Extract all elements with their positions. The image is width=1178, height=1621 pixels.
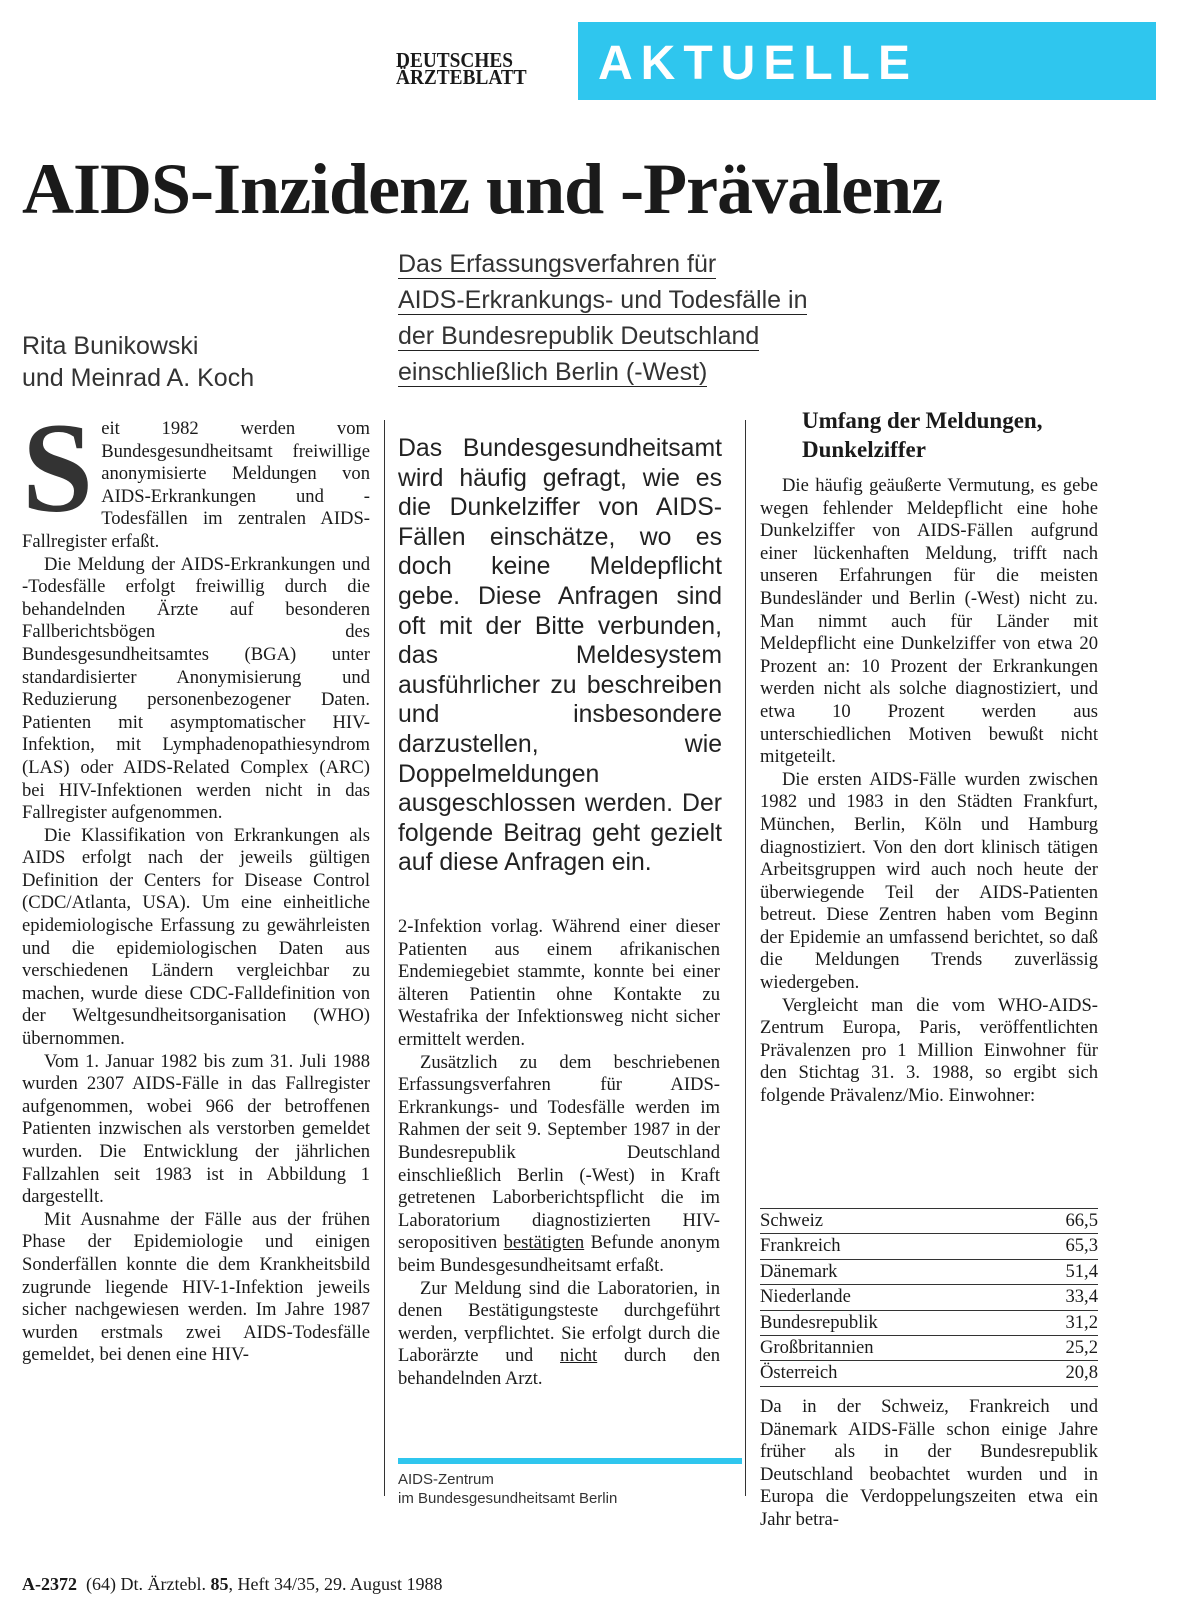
article-title: AIDS-Inzidenz und -Prävalenz: [22, 149, 943, 229]
subtitle-line-4: einschließlich Berlin (-West): [398, 358, 708, 386]
affiliation-line-1: AIDS-Zentrum: [398, 1471, 494, 1488]
citation-text: (64) Dt. Ärztebl.: [77, 1574, 211, 1594]
paragraph: 2-Infektion vorlag. Während einer dieser Patienten aus einem afrikanischen Endemiegebiet stammte, konnte bei einer älteren Patientin ohne Kontakte zu Westafrika der Infektionsweg nicht sicher ermittelt werden.: [398, 916, 720, 1050]
affiliation-rule: [398, 1458, 742, 1464]
page-footer: [22, 1574, 442, 1595]
paragraph: Die Klassifikation von Erkrankungen als AIDS erfolgt nach der jeweils gültigen Definition der Centers for Disease Control (CDC/Atlanta, USA). Um eine einheitliche epidemiologische Erfassung zu gewährleisten und die epidemiologischen Daten aus verschiedenen Ländern vergleichbar zu machen, wurde diese CDC-Falldefinition von der Weltgesundheitsorganisation (WHO) übernommen.: [22, 824, 370, 1050]
value-cell: 51,4: [1065, 1260, 1098, 1282]
section-banner: [578, 22, 1156, 145]
subtitle-line-1: Das Erfassungsverfahren für: [398, 250, 717, 278]
affiliation: [398, 1470, 617, 1508]
paragraph: Die ersten AIDS-Fälle wurden zwischen 1982 und 1983 in den Städten Frankfurt, München, Berlin, Köln und Hamburg diagnostiziert. Von den dort klinisch tätigen Arbeitsgruppen wird auch noch heute der überwiegende Teil der AIDS-Patienten betreut. Diese Zentren haben vom Beginn der Epidemie an umfassend berichtet, so daß die Meldungen Trends zuverlässig wiedergeben.: [760, 768, 1098, 994]
country-cell: Bundesrepublik: [760, 1311, 878, 1333]
table-row: [760, 1311, 1098, 1336]
table-row: [760, 1234, 1098, 1259]
body-column-3-continued: [760, 1396, 1098, 1532]
section-heading: Umfang der Meldungen, Dunkelziffer: [802, 408, 1043, 462]
authors: [22, 330, 254, 394]
section-label: AKTUELLE MEDIZIN: [598, 37, 918, 145]
logo-line-1: DEUTSCHES: [396, 48, 514, 72]
citation-text: , Heft 34/35, 29. August 1988: [228, 1574, 443, 1594]
paragraph: Die Meldung der AIDS-Erkrankungen und -Todesfälle erfolgt freiwillig durch die behandelnden Ärzte auf besonderen Fallberichtsbögen des Bundesgesundheitsamtes (BGA) unter standardisierter Anonymisierung und Reduzierung personenbezogener Daten. Patienten mit asymptomatischer HIV-Infektion, mit Lymphadenopathiesyndrom (LAS) oder AIDS-Related Complex (ARC) bei HIV-Infektionen werden nicht in das Fallregister aufgenommen.: [22, 553, 370, 824]
paragraph-text: Zur Meldung sind die Laboratorien, in denen Bestätigungsteste durchgeführt werden, verpflichtet. Sie erfolgt durch die Laborärzte und: [398, 1277, 720, 1367]
country-cell: Schweiz: [760, 1210, 823, 1231]
value-cell: 20,8: [1065, 1362, 1098, 1384]
subtitle-line-2: AIDS-Erkrankungs- und Todesfälle in: [398, 286, 808, 314]
value-cell: 33,4: [1065, 1286, 1098, 1308]
table-row: [760, 1336, 1098, 1361]
underlined-word: nicht: [560, 1345, 598, 1367]
journal-logo: [396, 48, 552, 89]
paragraph: Die häufig geäußerte Vermutung, es gebe wegen fehlender Meldepflicht eine hohe Dunkelziffer von AIDS-Fällen aufgrund einer lückenhaften Meldung, trifft nach unseren Erfahrungen für die meisten Bundesländer und Berlin (-West) nicht zu. Man nimmt auch für Länder mit Meldepflicht eine Dunkelziffer von etwa 20 Prozent an: 10 Prozent der Erkrankungen werden nicht als solche diagnostiziert, und etwa 10 Prozent werden aus unterschiedlichen Motiven bewußt nicht mitgeteilt.: [760, 475, 1098, 768]
underlined-word: bestätigten: [503, 1232, 585, 1254]
paragraph-text: Befunde anonym beim Bundesgesundheitsamt erfaßt.: [398, 1232, 720, 1276]
column-rule-right: [745, 420, 746, 1496]
table-row: [760, 1361, 1098, 1386]
country-cell: Frankreich: [760, 1235, 841, 1257]
value-cell: 66,5: [1065, 1210, 1098, 1231]
prevalence-table: [760, 1208, 1098, 1387]
value-cell: 65,3: [1065, 1235, 1098, 1257]
table-row: [760, 1285, 1098, 1310]
paragraph-text: Zusätzlich zu dem beschriebenen Erfassungsverfahren für AIDS-Erkrankungs- und Todesfälle werden im Rahmen der seit 9. September 1987 in der Bundesrepublik Deutschland einschließlich Berlin (-West) in Kraft getretenen Laborberichtspflicht die im Laboratorium diagnostizierten HIV-seropositiven: [398, 1051, 720, 1254]
article-subtitle: [398, 246, 807, 390]
paragraph-text: eit 1982 werden vom Bundesgesundheitsamt freiwillige anonymisierte Meldungen von AIDS-Erkrankungen und -Todesfällen im zentralen AIDS-Fallregister erfaßt.: [22, 418, 370, 552]
author-line-2: und Meinrad A. Koch: [22, 364, 255, 392]
paragraph: Da in der Schweiz, Frankreich und Dänemark AIDS-Fälle schon einige Jahre früher als in der Bundesrepublik Deutschland beobachtet wurden und in Europa die Verdoppelungszeiten etwa ein Jahr betra-: [760, 1396, 1098, 1530]
country-cell: Dänemark: [760, 1260, 838, 1282]
paragraph: [398, 1278, 720, 1391]
logo-line-2: ÄRZTEBLATT: [396, 65, 527, 89]
country-cell: Österreich: [760, 1362, 838, 1384]
paragraph: Mit Ausnahme der Fälle aus der frühen Phase der Epidemiologie und einigen Sonderfällen konnte die dem Krankheitsbild zugrunde liegende HIV-1-Infektion jeweils sicher nachgewiesen werden. Im Jahre 1987 wurden erstmals zwei AIDS-Todesfälle gemeldet, bei denen eine HIV-: [22, 1208, 370, 1366]
paragraph: Vergleicht man die vom WHO-AIDS-Zentrum Europa, Paris, veröffentlichten Prävalenzen pro 1 Million Einwohner für den Stichtag 31. 3. 1988, so ergibt sich folgende Prävalenz/Mio. Einwohner:: [760, 994, 1098, 1107]
author-line-1: Rita Bunikowski: [22, 332, 199, 360]
drop-cap: S: [22, 397, 94, 539]
country-cell: Niederlande: [760, 1286, 851, 1308]
value-cell: 31,2: [1065, 1311, 1098, 1333]
paragraph: [22, 397, 370, 554]
paragraph-text: durch den behandelnden Arzt.: [398, 1345, 720, 1389]
lead-summary: Das Bundesgesundheitsamt wird häufig gefragt, wie es die Dunkelziffer von AIDS-Fällen einschätze, wo es doch keine Meldepflicht gebe. Diese Anfragen sind oft mit der Bitte verbunden, das Meldesystem ausführlicher zu beschreiben und insbesondere darzustellen, wie Doppelmeldungen ausgeschlossen werden. Der folgende Beitrag geht gezielt auf diese Anfragen ein.: [398, 435, 722, 877]
value-cell: 25,2: [1065, 1336, 1098, 1358]
body-column-2: [398, 916, 720, 1390]
body-column-3: [760, 475, 1098, 1108]
table-row: [760, 1260, 1098, 1285]
volume-number: 85: [210, 1574, 229, 1594]
paragraph: [398, 1052, 720, 1278]
column-rule-left: [384, 420, 385, 1496]
page-number: A-2372: [22, 1574, 77, 1594]
paragraph: Vom 1. Januar 1982 bis zum 31. Juli 1988 wurden 2307 AIDS-Fälle in das Fallregister aufgenommen, wobei 966 der betroffenen Patienten inzwischen als verstorben gemeldet wurden. Die Entwicklung der jährlichen Fallzahlen seit 1983 ist in Abbildung 1 dargestellt.: [22, 1050, 370, 1208]
affiliation-line-2: im Bundesgesundheitsamt Berlin: [398, 1490, 618, 1507]
table-row: [760, 1208, 1098, 1234]
country-cell: Großbritannien: [760, 1336, 874, 1358]
subtitle-line-3: der Bundesrepublik Deutschland: [398, 322, 760, 350]
body-column-1: [22, 397, 370, 1367]
